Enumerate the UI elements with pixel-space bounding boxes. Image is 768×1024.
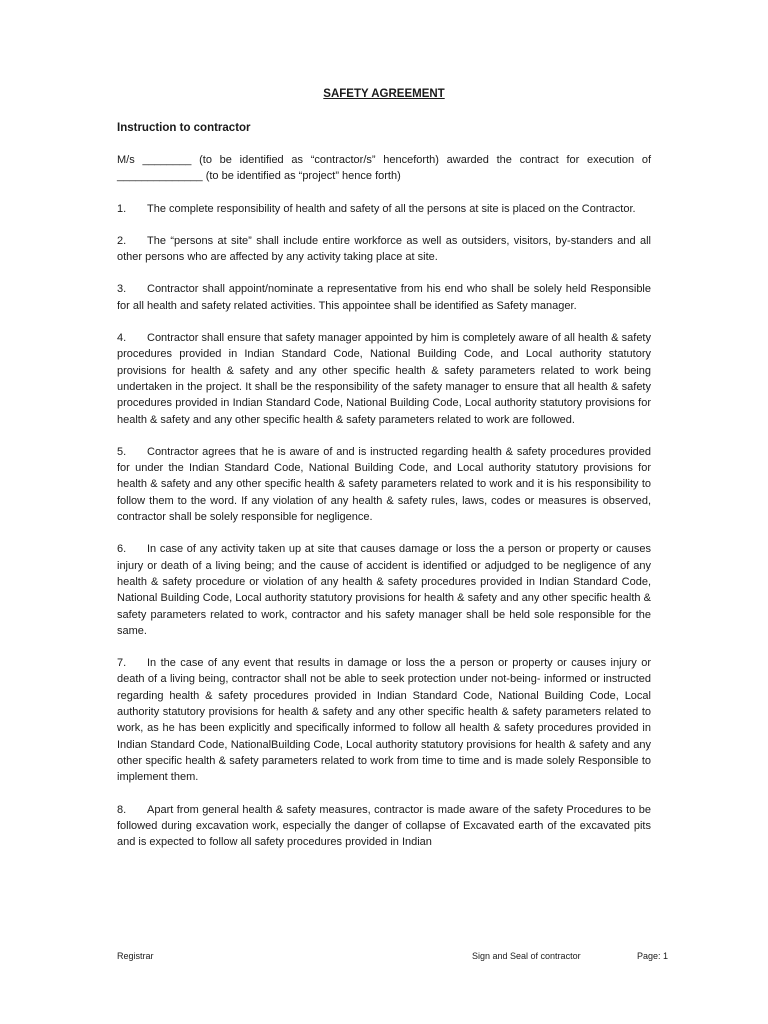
footer-registrar: Registrar [117,951,154,961]
clause-text: The complete responsibility of health and safety of all the persons at site is placed on the Contractor. [147,202,636,215]
clause-number: 8. [117,803,127,816]
clause-1 [117,201,651,217]
clause-5 [117,444,651,525]
clause-text: Contractor agrees that he is aware of and is instructed regarding health & safety procedures provided for under the Indian Standard Code, National Building Code, and Local authority statutory provisions for health & safety and any other specific health & safety parameters related to work and it is his responsibility to follow them to the word. If any violation of any health & safety rules, laws, codes or measures is observed, contractor shall be solely responsible for negligence. [117,445,651,524]
clause-text: In the case of any event that results in damage or loss the a person or property or causes injury or death of a living being, contractor shall not be able to seek protection under not-being- informed or instructed regarding health & safety procedures provided in Indian Standard Code, National Building Code, Local authority statutory provisions for health & safety and any other specific health & safety parameters related to work, as he has been explicitly and specifically informed to follow all health & safety procedures provided in Indian Standard Code, NationalBuilding Code, Local authority statutory provisions for health & safety and any other specific health & safety parameters related to work from time to time and is made solely Responsible to implement them. [117,657,651,784]
clause-8 [117,802,651,851]
document-title: SAFETY AGREEMENT [323,88,445,100]
clause-3 [117,281,651,314]
footer-page-number: Page: 1 [637,951,669,961]
clause-number: 5. [117,445,127,458]
clause-text: In case of any activity taken up at site that causes damage or loss the a person or property or causes injury or death of a living being; and the cause of accident is identified or adjudged to be negligence of any health & safety procedure or violation of any health & safety procedures provided in Indian Standard Code, National Building Code, Local authority statutory provisions for health & safety and any other specific health & safety parameters related to work, contractor and his safety manager shall be held sole responsible for the same. [117,543,651,637]
clause-number: 6. [117,543,127,556]
document-body [117,152,651,866]
clause-number: 3. [117,283,127,296]
clause-text: Contractor shall appoint/nominate a representative from his end who shall be solely held Responsible for all health and safety related activities. This appointee shall be identified as Safety manager. [117,283,651,312]
clause-number: 2. [117,234,127,247]
clause-2 [117,233,651,266]
clause-text: Contractor shall ensure that safety manager appointed by him is completely aware of all health & safety procedures provided in Indian Standard Code, National Building Code, and Local authority statutory provisions for health & safety and any other specific health & safety parameters related to work being undertaken in the project. It shall be the responsibility of the safety manager to ensure that all health & safety procedures provided in Indian Standard Code, National Building Code, Local authority statutory provisions for health & safety and any other specific health & safety parameters related to work are followed. [117,332,651,426]
clause-number: 7. [117,657,127,670]
clause-text: Apart from general health & safety measures, contractor is made aware of the safety Procedures to be followed during excavation work, especially the danger of collapse of Excavated earth of the excavated pits and is expected to follow all safety procedures provided in Indian [117,803,651,849]
clause-6 [117,541,651,639]
clause-number: 4. [117,332,127,345]
clause-4 [117,330,651,428]
footer-sign-seal: Sign and Seal of contractor [472,951,581,961]
clause-number: 1. [117,202,127,215]
clause-7 [117,655,651,785]
intro-paragraph: M/s ________ (to be identified as “contractor/s” henceforth) awarded the contract for execution of ______________ (to be identified as “project” hence forth) [117,154,651,183]
document-subtitle: Instruction to contractor [117,122,251,134]
clause-text: The “persons at site” shall include entire workforce as well as outsiders, visitors, by-standers and all other persons who are affected by any activity taking place at site. [117,234,651,264]
